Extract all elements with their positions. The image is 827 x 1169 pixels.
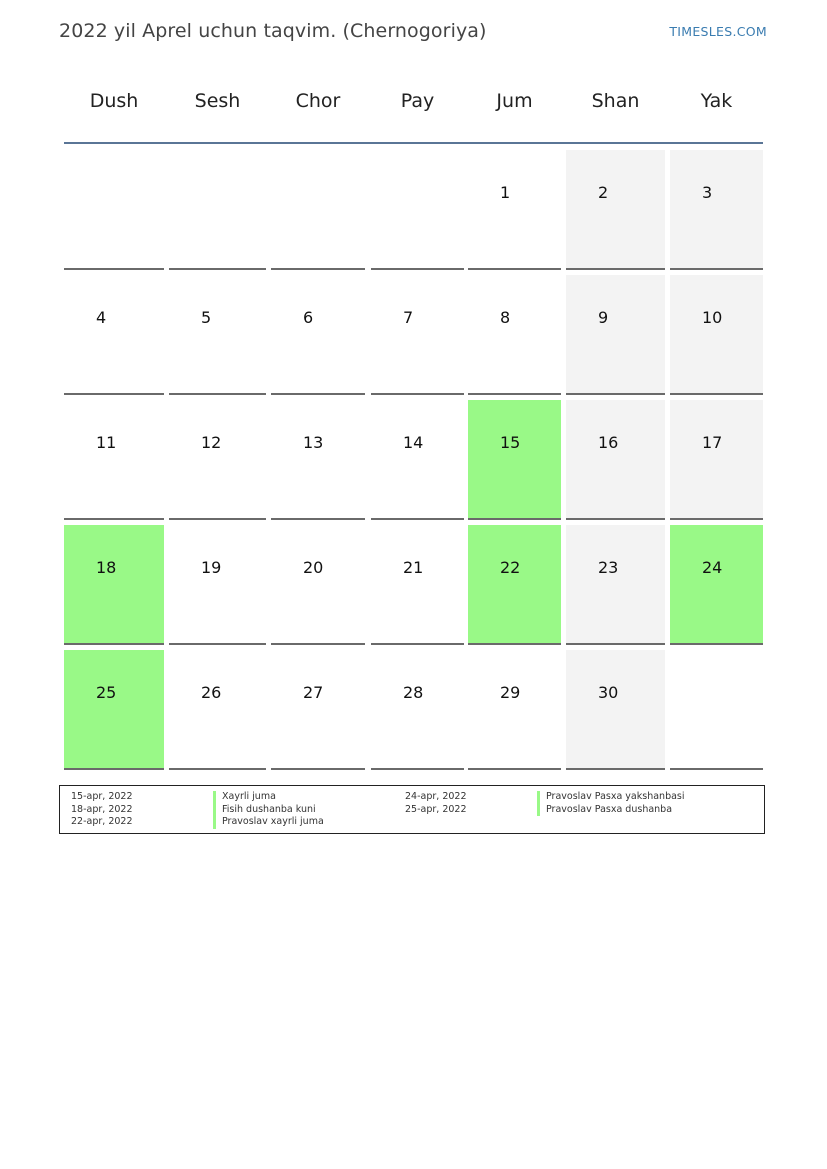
empty-day-cell xyxy=(64,150,164,270)
day-number: 24 xyxy=(702,558,723,577)
day-cell[interactable] xyxy=(371,275,464,395)
day-cell[interactable] xyxy=(468,275,561,395)
day-cell[interactable] xyxy=(468,400,561,520)
day-cell[interactable] xyxy=(468,650,561,770)
holiday-legend xyxy=(59,785,765,834)
empty-day-cell xyxy=(670,650,763,770)
day-number: 4 xyxy=(96,308,107,327)
day-number: 11 xyxy=(96,433,117,452)
day-number: 23 xyxy=(598,558,619,577)
day-cell[interactable] xyxy=(566,525,665,645)
day-cell[interactable] xyxy=(566,400,665,520)
day-number: 21 xyxy=(403,558,424,577)
day-cell[interactable] xyxy=(64,525,164,645)
day-cell[interactable] xyxy=(64,275,164,395)
day-cell[interactable] xyxy=(468,525,561,645)
day-cell[interactable] xyxy=(64,400,164,520)
day-cell[interactable] xyxy=(271,400,365,520)
day-number: 3 xyxy=(702,183,713,202)
empty-day-cell xyxy=(371,150,464,270)
page-title: 2022 yil Aprel uchun taqvim. (Chernogoriya) xyxy=(59,20,487,42)
day-cell[interactable] xyxy=(371,400,464,520)
weekday-header-divider xyxy=(64,142,763,144)
day-number: 5 xyxy=(201,308,212,327)
day-number: 10 xyxy=(702,308,723,327)
day-number: 25 xyxy=(96,683,117,702)
day-cell[interactable] xyxy=(468,150,561,270)
weekday-label: Jum xyxy=(496,90,533,112)
day-cell[interactable] xyxy=(670,400,763,520)
holiday-name: Pravoslav Pasxa dushanba xyxy=(537,804,672,817)
empty-day-cell xyxy=(169,150,266,270)
brand-link[interactable]: TIMESLES.COM xyxy=(669,24,767,39)
day-cell[interactable] xyxy=(566,275,665,395)
day-number: 7 xyxy=(403,308,414,327)
day-number: 9 xyxy=(598,308,609,327)
day-number: 12 xyxy=(201,433,222,452)
day-cell[interactable] xyxy=(271,525,365,645)
holiday-name: Fisih dushanba kuni xyxy=(213,804,316,817)
day-cell[interactable] xyxy=(271,650,365,770)
day-cell[interactable] xyxy=(169,400,266,520)
day-cell[interactable] xyxy=(566,150,665,270)
day-cell[interactable] xyxy=(670,525,763,645)
day-number: 26 xyxy=(201,683,222,702)
day-number: 14 xyxy=(403,433,424,452)
holiday-date: 15-apr, 2022 xyxy=(71,791,133,802)
day-cell[interactable] xyxy=(670,150,763,270)
day-number: 29 xyxy=(500,683,521,702)
day-number: 2 xyxy=(598,183,609,202)
day-number: 30 xyxy=(598,683,619,702)
day-number: 22 xyxy=(500,558,521,577)
day-number: 18 xyxy=(96,558,117,577)
holiday-name: Xayrli juma xyxy=(213,791,276,804)
weekday-header xyxy=(64,90,763,120)
weekday-label: Dush xyxy=(89,90,139,112)
day-cell[interactable] xyxy=(670,275,763,395)
day-number: 8 xyxy=(500,308,511,327)
day-number: 6 xyxy=(303,308,314,327)
day-cell[interactable] xyxy=(169,275,266,395)
day-number: 16 xyxy=(598,433,619,452)
day-cell[interactable] xyxy=(169,525,266,645)
holiday-date: 24-apr, 2022 xyxy=(405,791,467,802)
day-number: 19 xyxy=(201,558,222,577)
day-number: 27 xyxy=(303,683,324,702)
weekday-label: Pay xyxy=(400,90,435,112)
day-cell[interactable] xyxy=(64,650,164,770)
holiday-name: Pravoslav xayrli juma xyxy=(213,816,324,829)
weekday-label: Shan xyxy=(591,90,640,112)
day-cell[interactable] xyxy=(371,650,464,770)
weekday-label: Yak xyxy=(700,90,733,112)
day-number: 15 xyxy=(500,433,521,452)
holiday-name: Pravoslav Pasxa yakshanbasi xyxy=(537,791,685,804)
weekday-label: Sesh xyxy=(194,90,241,112)
day-cell[interactable] xyxy=(169,650,266,770)
day-number: 17 xyxy=(702,433,723,452)
empty-day-cell xyxy=(271,150,365,270)
holiday-date: 18-apr, 2022 xyxy=(71,803,133,815)
day-cell[interactable] xyxy=(566,650,665,770)
weekday-label: Chor xyxy=(295,90,341,112)
day-cell[interactable] xyxy=(371,525,464,645)
day-number: 28 xyxy=(403,683,424,702)
holiday-date: 22-apr, 2022 xyxy=(71,816,133,827)
day-number: 20 xyxy=(303,558,324,577)
holiday-date: 25-apr, 2022 xyxy=(405,803,467,815)
day-number: 13 xyxy=(303,433,324,452)
day-number: 1 xyxy=(500,183,511,202)
day-cell[interactable] xyxy=(271,275,365,395)
